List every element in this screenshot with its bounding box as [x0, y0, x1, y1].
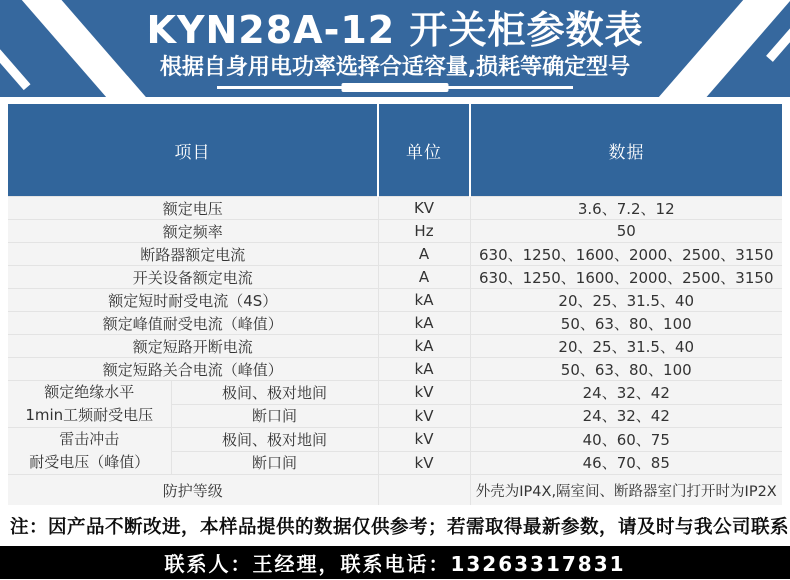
- unit-cell: A: [378, 266, 470, 289]
- unit-cell: kA: [378, 358, 470, 381]
- data-cell: 630、1250、1600、2000、2500、3150: [470, 243, 782, 266]
- table-row: [8, 312, 782, 335]
- unit-cell: kV: [378, 404, 470, 428]
- data-cell: 20、25、31.5、40: [470, 335, 782, 358]
- sub-item-cell: 极间、极对地间: [171, 381, 378, 405]
- group-label-line: 耐受电压（峰值）: [29, 453, 150, 471]
- sub-item-cell: 极间、极对地间: [171, 428, 378, 452]
- contact-bar: [0, 546, 790, 579]
- table-row: [8, 475, 782, 506]
- data-cell: 630、1250、1600、2000、2500、3150: [470, 266, 782, 289]
- col-header-item: 项目: [8, 104, 378, 197]
- data-cell: 外壳为IP4X,隔室间、断路器室门打开时为IP2X: [470, 475, 782, 506]
- table-row: [8, 358, 782, 381]
- item-cell: 额定频率: [8, 220, 378, 243]
- unit-cell: kV: [378, 451, 470, 475]
- item-cell: [8, 475, 378, 506]
- data-cell: 50: [470, 220, 782, 243]
- contact-text: 联系人：王经理，联系电话：13263317831: [164, 552, 626, 576]
- group-label-line: 雷击冲击: [59, 430, 120, 448]
- table-row: [8, 197, 782, 220]
- item-cell: 额定电压: [8, 197, 378, 220]
- table-row: [8, 266, 782, 289]
- protection-label: 防护等级: [162, 481, 223, 500]
- spec-table: [8, 104, 782, 505]
- subtitle-underline-center: [342, 83, 449, 92]
- col-header-data: 数据: [470, 104, 782, 197]
- col-header-unit: 单位: [378, 104, 470, 197]
- page-title: KYN28A-12 开关柜参数表: [146, 8, 644, 52]
- unit-cell: kA: [378, 335, 470, 358]
- note-text: 注：因产品不断改进，本样品提供的数据仅供参考；若需取得最新参数，请及时与我公司联系: [10, 516, 790, 538]
- data-cell: 24、32、42: [470, 381, 782, 405]
- group-label-line: 1min工频耐受电压: [25, 406, 154, 424]
- table-row: [8, 243, 782, 266]
- banner: [0, 0, 790, 97]
- item-cell: 额定峰值耐受电流（峰值）: [8, 312, 378, 335]
- item-cell: 额定短路开断电流: [8, 335, 378, 358]
- unit-cell: A: [378, 243, 470, 266]
- table-row: [8, 381, 782, 405]
- data-cell: 50、63、80、100: [470, 312, 782, 335]
- table-row: [8, 220, 782, 243]
- data-cell: 40、60、75: [470, 428, 782, 452]
- item-cell: 断路器额定电流: [8, 243, 378, 266]
- table-row: [8, 335, 782, 358]
- group-label-line: 额定绝缘水平: [44, 383, 135, 401]
- item-cell: 额定短路关合电流（峰值）: [8, 358, 378, 381]
- table-row: [8, 428, 782, 452]
- unit-cell: KV: [378, 197, 470, 220]
- sub-item-cell: 断口间: [171, 451, 378, 475]
- group-label-cell: [8, 381, 171, 428]
- group-label-cell: [8, 428, 171, 475]
- data-cell: 3.6、7.2、12: [470, 197, 782, 220]
- subtitle-underline: [217, 83, 573, 93]
- unit-cell: kA: [378, 312, 470, 335]
- table-header-row: [8, 104, 782, 197]
- data-cell: 20、25、31.5、40: [470, 289, 782, 312]
- unit-cell: kV: [378, 428, 470, 452]
- unit-cell: [378, 475, 470, 506]
- data-cell: 50、63、80、100: [470, 358, 782, 381]
- unit-cell: kV: [378, 381, 470, 405]
- unit-cell: Hz: [378, 220, 470, 243]
- data-cell: 46、70、85: [470, 451, 782, 475]
- table-row: [8, 289, 782, 312]
- sub-item-cell: 断口间: [171, 404, 378, 428]
- unit-cell: kA: [378, 289, 470, 312]
- item-cell: 开关设备额定电流: [8, 266, 378, 289]
- data-cell: 24、32、42: [470, 404, 782, 428]
- page-subtitle: 根据自身用电功率选择合适容量,损耗等确定型号: [159, 55, 631, 80]
- item-cell: 额定短时耐受电流（4S）: [8, 289, 378, 312]
